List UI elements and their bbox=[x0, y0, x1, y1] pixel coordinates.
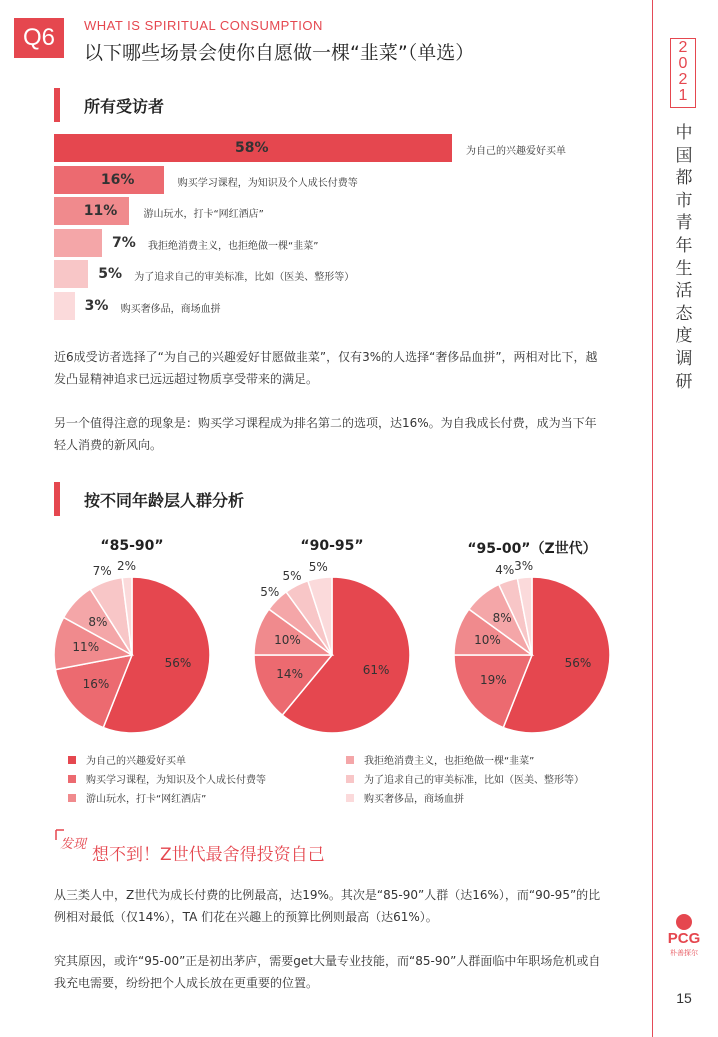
hbar-bar bbox=[54, 260, 88, 288]
vertical-title-char: 年 bbox=[675, 235, 693, 256]
paragraph-2: 另一个值得注意的现象是：购买学习课程成为排名第二的选项，达16%。为自我成长付费，成为当下年轻人消费的新风向。 bbox=[54, 416, 597, 452]
vertical-title-char: 调 bbox=[675, 348, 693, 369]
pie-value-label: 5% bbox=[308, 560, 328, 575]
paragraph-4: 究其原因，或许“95-00”正是初出茅庐，需要get大量专业技能，而“85-90”人群面临中年职场危机或自我充电需要，纷纷把个人成长放在更重要的位置。 bbox=[54, 954, 601, 990]
year-label bbox=[668, 40, 698, 104]
vertical-title-char: 研 bbox=[675, 371, 693, 392]
vertical-title-char: 市 bbox=[675, 190, 693, 211]
section-accent-bar bbox=[54, 88, 60, 122]
legend-label: 为了追求自己的审美标准，比如（医美、整形等） bbox=[364, 775, 584, 786]
pie-value-label: 19% bbox=[479, 673, 507, 688]
year-digit: 2 bbox=[678, 71, 688, 88]
hbar-value-label: 16% bbox=[100, 172, 135, 188]
paragraph-3: 从三类人中，Z世代为成长付费的比例最高，达19%。其次是“85-90”人群（达16%），而“90-95”的比例相对最低（仅14%），TA 们花在兴趣上的预算比例则最高（达61%）。 bbox=[54, 888, 601, 924]
legend-swatch bbox=[346, 756, 354, 764]
legend-item bbox=[68, 771, 266, 786]
hbar-value-label: 7% bbox=[112, 235, 136, 251]
vertical-title-char: 活 bbox=[675, 281, 693, 302]
legend-swatch bbox=[68, 775, 76, 783]
hbar-value-label: 5% bbox=[98, 266, 123, 282]
pie-value-label: 11% bbox=[72, 639, 100, 654]
pie-value-label: 16% bbox=[82, 676, 110, 691]
legend-label: 购买学习课程，为知识及个人成长付费等 bbox=[86, 775, 266, 786]
hbar-category-label: 为了追求自己的审美标准，比如（医美、整形等） bbox=[134, 272, 355, 283]
pie-title: “85-90” bbox=[100, 538, 164, 554]
legend-swatch bbox=[68, 794, 76, 802]
pie-value-label: 2% bbox=[116, 559, 136, 574]
year-digit: 1 bbox=[678, 87, 688, 104]
pie-title: “90-95” bbox=[300, 538, 364, 554]
hbar-category-label: 我拒绝消费主义，也拒绝做一棵“韭菜” bbox=[148, 241, 319, 252]
page-number: 15 bbox=[676, 990, 692, 1006]
section-title: 按不同年龄层人群分析 bbox=[84, 490, 245, 510]
pie-value-label: 10% bbox=[474, 632, 501, 647]
pie-value-label: 4% bbox=[495, 563, 515, 578]
eyebrow-text: WHAT IS SPIRITUAL CONSUMPTION bbox=[84, 18, 323, 33]
report-vertical-title bbox=[674, 122, 694, 393]
pcg-logo bbox=[664, 914, 704, 958]
discover-mark-text: 发现 bbox=[60, 837, 87, 852]
section-title: 所有受访者 bbox=[84, 96, 165, 116]
legend-swatch bbox=[346, 794, 354, 802]
pie-value-label: 14% bbox=[276, 666, 303, 681]
logo-dot-icon bbox=[676, 914, 692, 930]
vertical-title-char: 度 bbox=[675, 326, 693, 347]
pie-value-label: 56% bbox=[564, 655, 592, 670]
paragraph-1: 近6成受访者选择了“为自己的兴趣爱好甘愿做韭菜”，仅有3%的人选择“奢侈品血拼”，两相对比下，越发凸显精神追求已远远超过物质享受带来的满足。 bbox=[54, 350, 598, 386]
pie-value-label: 5% bbox=[260, 584, 280, 599]
discover-mark-icon bbox=[54, 826, 88, 866]
vertical-title-char: 态 bbox=[675, 303, 693, 324]
pie-title: “95-00”（Z世代） bbox=[467, 541, 597, 557]
legend-item bbox=[346, 790, 464, 805]
legend-label: 游山玩水，打卡“网红酒店” bbox=[86, 794, 207, 805]
discover-title: 想不到！Z世代最舍得投资自己 bbox=[92, 845, 325, 865]
pie-value-label: 61% bbox=[362, 662, 390, 677]
hbar-category-label: 为自己的兴趣爱好买单 bbox=[466, 146, 566, 157]
hbar-bar bbox=[54, 292, 75, 320]
section-accent-bar bbox=[54, 482, 60, 516]
hbar-value-label: 3% bbox=[84, 298, 109, 314]
year-digit: 0 bbox=[678, 55, 688, 72]
pie-chart bbox=[432, 555, 632, 755]
legend-item bbox=[346, 771, 584, 786]
question-badge: Q6 bbox=[14, 18, 64, 58]
pie-value-label: 8% bbox=[88, 614, 108, 629]
year-digit: 2 bbox=[678, 39, 688, 56]
pie-chart bbox=[32, 555, 232, 755]
section-heading-by-age bbox=[54, 482, 244, 516]
pie-value-label: 5% bbox=[282, 568, 302, 583]
vertical-title-char: 国 bbox=[675, 145, 693, 166]
hbar-bar bbox=[54, 229, 102, 257]
legend-label: 购买奢侈品，商场血拼 bbox=[364, 794, 464, 805]
hbar-value-label: 58% bbox=[235, 140, 269, 156]
legend-item bbox=[346, 752, 534, 767]
hbar-value-label: 11% bbox=[83, 203, 118, 219]
hbar-category-label: 购买学习课程，为知识及个人成长付费等 bbox=[177, 178, 358, 189]
pie-value-label: 56% bbox=[164, 655, 192, 670]
section-heading-all-visitors bbox=[54, 88, 164, 122]
vertical-title-char: 生 bbox=[675, 258, 693, 279]
right-divider-line bbox=[652, 0, 653, 1037]
page-title: 以下哪些场景会使你自愿做一棵“韭菜”（单选） bbox=[84, 42, 475, 64]
hbar-category-label: 购买奢侈品，商场血拼 bbox=[120, 304, 221, 315]
legend-item bbox=[68, 790, 206, 805]
hbar-category-label: 游山玩水，打卡“网红酒店” bbox=[143, 209, 264, 220]
logo-text: PCG bbox=[667, 930, 701, 947]
pie-value-label: 7% bbox=[92, 564, 112, 579]
vertical-title-char: 都 bbox=[675, 168, 693, 189]
vertical-title-char: 青 bbox=[675, 213, 693, 234]
legend-swatch bbox=[346, 775, 354, 783]
legend-label: 我拒绝消费主义，也拒绝做一棵“韭菜” bbox=[364, 756, 535, 767]
pie-value-label: 3% bbox=[514, 559, 534, 574]
vertical-title-char: 中 bbox=[675, 123, 693, 143]
legend-label: 为自己的兴趣爱好买单 bbox=[86, 756, 186, 767]
logo-subtext: 朴善探尔 bbox=[670, 949, 698, 957]
pie-value-label: 8% bbox=[492, 610, 512, 625]
pie-value-label: 10% bbox=[274, 632, 301, 647]
legend-item bbox=[68, 752, 186, 767]
legend-swatch bbox=[68, 756, 76, 764]
